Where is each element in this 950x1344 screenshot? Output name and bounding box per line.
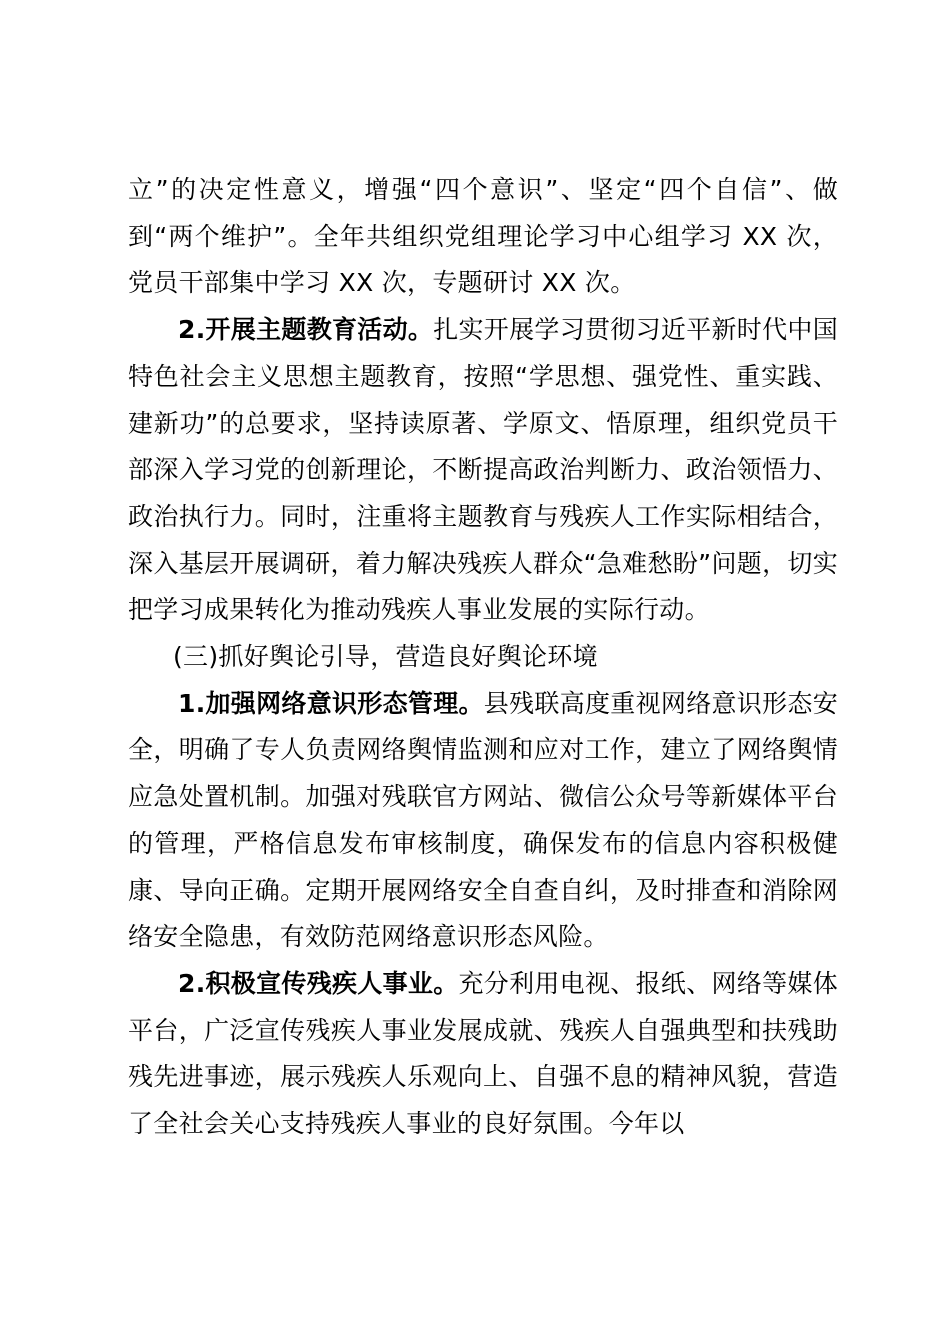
paragraph-text: 扎实开展学习贯彻习近平新时代中国特色社会主义思想主题教育，按照“学思想、强党性、重实践、建新功”的总要求，坚持读原著、学原文、悟原理，组织党员干部深入学习党的创新理论，不断提高政治判断力、政治领悟力、政治执行力。同时，注重将主题教育与残疾人工作实际相结合，深入基层开展调研，着力解决残疾人群众“急难愁盼”问题，切实把学习成果转化为推动残疾人事业发展的实际行动。 <box>128 315 839 625</box>
paragraph-continuation <box>128 167 838 307</box>
paragraph-network-ideology <box>128 681 838 961</box>
paragraph-heading: 1.加强网络意识形态管理。 <box>178 688 484 718</box>
paragraph-text: 充分利用电视、报纸、网络等媒体平台，广泛宣传残疾人事业发展成就、残疾人自强典型和扶残助残先进事迹，展示残疾人乐观向上、自强不息的精神风貌，营造了全社会关心支持残疾人事业的良好氛围。今年以 <box>128 968 839 1139</box>
document-body <box>128 167 838 1148</box>
paragraph-heading: 2.积极宣传残疾人事业。 <box>178 968 459 998</box>
paragraph-theme-education <box>128 307 838 634</box>
section-heading-text: (三)抓好舆论引导，营造良好舆论环境 <box>173 642 598 672</box>
paragraph-publicity <box>128 961 838 1148</box>
paragraph-heading: 2.开展主题教育活动。 <box>178 315 434 345</box>
paragraph-text: 立”的决定性意义，增强“四个意识”、坚定“四个自信”、做到“两个维护”。全年共组织党组理论学习中心组学习 XX 次，党员干部集中学习 XX 次，专题研讨 XX 次。 <box>128 175 838 298</box>
paragraph-text: 县残联高度重视网络意识形态安全，明确了专人负责网络舆情监测和应对工作，建立了网络舆情应急处置机制。加强对残联官方网站、微信公众号等新媒体平台的管理，严格信息发布审核制度，确保发布的信息内容积极健康、导向正确。定期开展网络安全自查自纠，及时排查和消除网络安全隐患，有效防范网络意识形态风险。 <box>128 688 838 952</box>
section-heading <box>128 634 838 681</box>
